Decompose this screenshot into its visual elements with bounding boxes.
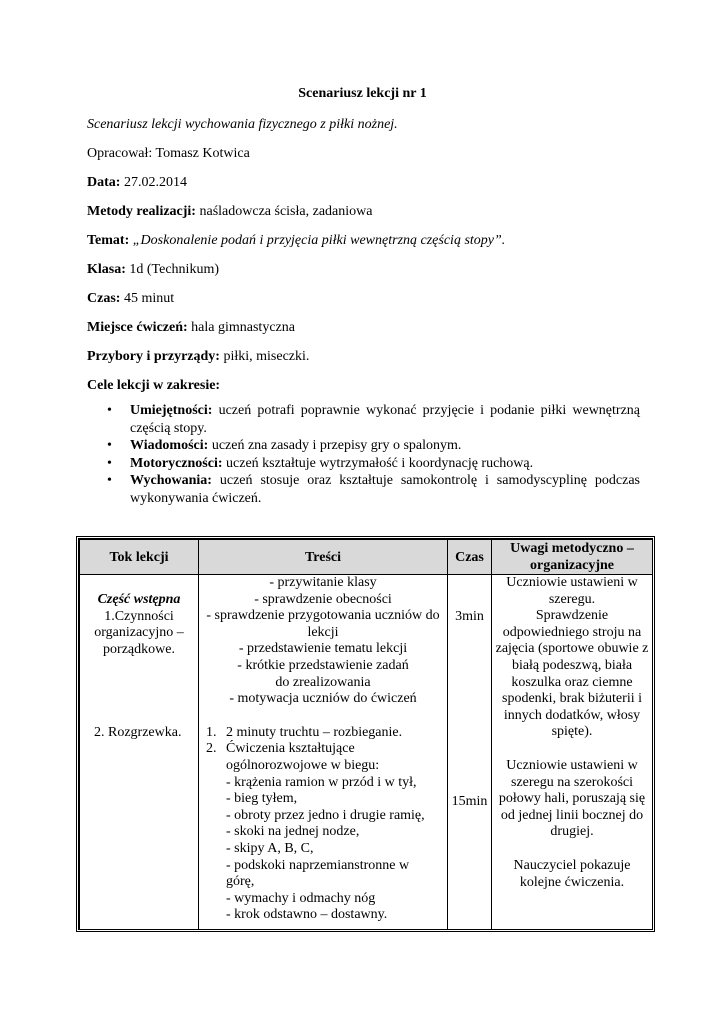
list-item xyxy=(87,437,640,455)
goal-text: uczeń potrafi poprawnie wykonać przyjęcie i podanie piłki wewnętrzną częścią stopy. xyxy=(130,403,641,436)
time-row xyxy=(87,290,647,308)
content-line: - przedstawienie tematu lekcji xyxy=(238,641,408,657)
class-label: Klasa: xyxy=(87,262,126,277)
header-tok-lekcji: Tok lekcji xyxy=(80,540,199,575)
goal-text: uczeń kształtuje wytrzymałość i koordynację ruchową. xyxy=(226,455,534,471)
cell-uwagi xyxy=(492,575,653,930)
date-value: 27.02.2014 xyxy=(123,175,187,190)
item-organizational: 1.Czynności organizacyjno – porządkowe. xyxy=(94,608,184,657)
time-value: 45 minut xyxy=(123,291,175,306)
sub-exercise: - skoki na jednej nodze, xyxy=(226,824,360,840)
goals-list xyxy=(87,402,640,507)
goal-text: uczeń stosuje oraz kształtuje samokontrolę i samodyscyplinę podczas wykonywania ćwiczeń. xyxy=(130,473,641,506)
note: Sprawdzenie odpowiedniego stroju na zajęcia (sportowe obuwie z białą podeszwą, biała koszulka oraz ciemne spodenki, brak biżuterii i innych dodatków, włosy spięte). xyxy=(495,608,649,740)
sub-exercise: - podskoki naprzemianstronne w górę, xyxy=(226,857,410,890)
time-warmup: 15min xyxy=(451,793,488,809)
table-header-row xyxy=(80,540,653,575)
subtitle: Scenariusz lekcji wychowania fizycznego z piłki nożnej. xyxy=(87,117,398,132)
sub-exercise: - bieg tyłem, xyxy=(226,791,298,807)
topic-value: „Doskonalenie podań i przyjęcia piłki wewnętrzną częścią stopy”. xyxy=(132,233,506,248)
exercise-list xyxy=(199,725,447,775)
place-label: Miejsce ćwiczeń: xyxy=(87,320,188,335)
class-row xyxy=(87,261,647,279)
table-row xyxy=(80,575,653,930)
lesson-table xyxy=(79,539,653,930)
class-value: 1d (Technikum) xyxy=(129,262,219,277)
item-warmup: 2. Rozgrzewka. xyxy=(94,725,182,741)
list-item xyxy=(87,402,640,437)
author: Opracował: Tomasz Kotwica xyxy=(87,146,250,161)
equipment-row xyxy=(87,348,647,366)
list-item: 1. 2 minuty truchtu – rozbieganie. xyxy=(206,724,403,740)
goals-heading: Cele lekcji w zakresie: xyxy=(87,378,221,393)
cell-czas xyxy=(448,575,492,930)
methods-value: naśladowcza ścisła, zadaniowa xyxy=(199,204,373,219)
date-label: Data: xyxy=(87,175,121,190)
list-item xyxy=(87,455,640,473)
date-row xyxy=(87,174,647,192)
place-value: hala gimnastyczna xyxy=(191,320,295,335)
sub-exercise: - wymachy i odmachy nóg xyxy=(226,890,376,906)
page-title: Scenariusz lekcji nr 1 xyxy=(298,86,427,101)
content-line: - sprawdzenie przygotowania uczniów do lekcji xyxy=(206,608,440,640)
bullet-icon: • xyxy=(107,403,112,418)
note: Nauczyciel pokazuje kolejne ćwiczenia. xyxy=(513,857,631,890)
equipment-label: Przybory i przyrządy: xyxy=(87,349,220,364)
content-line: - motywacja uczniów do ćwiczeń xyxy=(229,691,417,707)
note: Uczniowie ustawieni w szeregu. xyxy=(506,575,638,607)
sub-exercise: - krążenia ramion w przód i w tył, xyxy=(226,774,417,790)
methods-label: Metody realizacji: xyxy=(87,204,196,219)
part-label: Część wstępna xyxy=(97,592,181,607)
content-line: - sprawdzenie obecności xyxy=(254,591,392,607)
list-item xyxy=(87,472,640,507)
goal-label: Wychowania: xyxy=(130,473,212,488)
methods-row xyxy=(87,203,647,221)
time-label: Czas: xyxy=(87,291,121,306)
sub-exercise: - krok odstawno – dostawny. xyxy=(226,907,388,923)
list-item: 2. Ćwiczenia kształtujące ogólnorozwojowe w biegu: xyxy=(206,741,380,773)
header-tresci: Treści xyxy=(199,540,448,575)
lesson-table-frame xyxy=(76,536,655,932)
bullet-icon: • xyxy=(107,438,112,453)
goal-label: Motoryczności: xyxy=(130,455,223,471)
sub-exercise: - obroty przez jedno i drugie ramię, xyxy=(226,807,425,823)
goal-text: uczeń zna zasady i przepisy gry o spalonym. xyxy=(211,438,462,453)
cell-tok-lekcji xyxy=(80,575,199,930)
time-warmup-org: 3min xyxy=(455,609,484,624)
equipment-value: piłki, miseczki. xyxy=(223,349,310,364)
bullet-icon: • xyxy=(107,455,112,471)
place-row xyxy=(87,319,647,337)
note: Uczniowie ustawieni w szeregu na szerokości połowy hali, poruszają się od jednej linii bocznej do drugiej. xyxy=(498,757,646,840)
content-line: - przywitanie klasy xyxy=(269,575,377,590)
topic-label: Temat: xyxy=(87,233,130,248)
header-uwagi: Uwagi metodyczno – organizacyjne xyxy=(492,540,653,575)
topic-row xyxy=(87,232,647,250)
header-czas: Czas xyxy=(448,540,492,575)
content-line: - krótkie przedstawienie zadań do zrealizowania xyxy=(237,657,409,690)
goal-label: Wiadomości: xyxy=(130,438,209,453)
bullet-icon: • xyxy=(107,473,112,488)
sub-exercise: - skipy A, B, C, xyxy=(226,840,314,856)
goal-label: Umiejętności: xyxy=(130,403,213,418)
cell-tresci xyxy=(199,575,448,930)
